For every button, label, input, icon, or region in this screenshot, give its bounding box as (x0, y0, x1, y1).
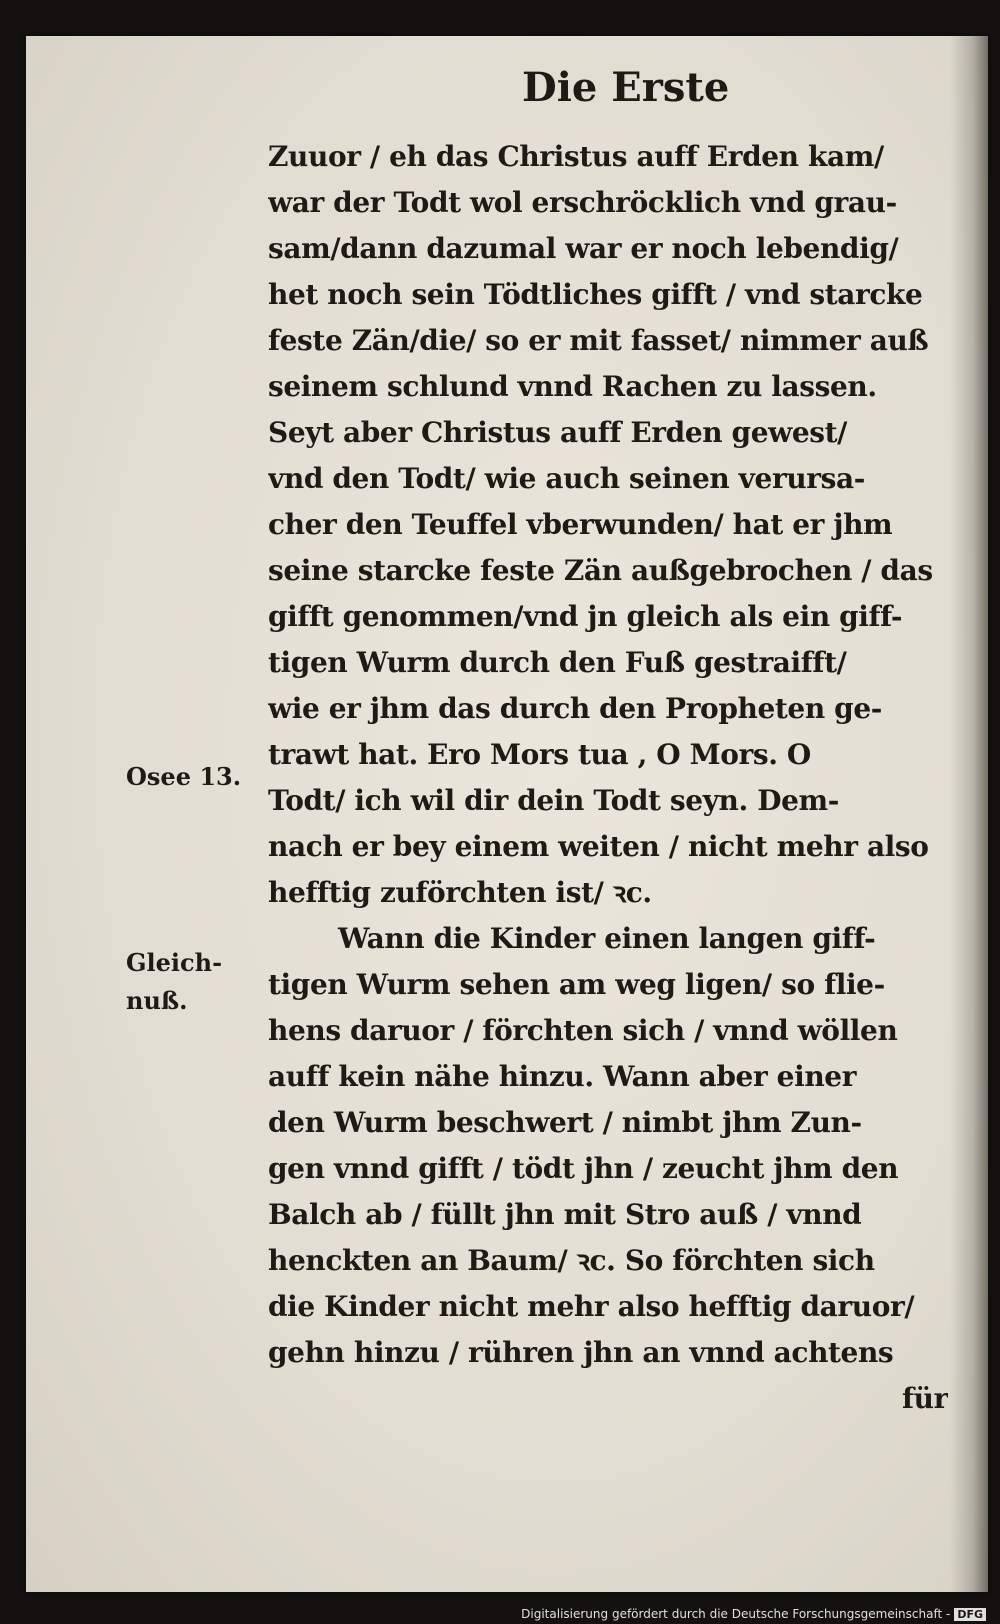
text-line: gifft genommen/vnd jn gleich als ein giff- (268, 600, 903, 633)
dfg-logo-icon: DFG (954, 1608, 986, 1621)
text-line: auff kein nähe hinzu. Wann aber einer (268, 1060, 857, 1093)
text-line: Seyt aber Christus auff Erden gewest/ (268, 416, 847, 449)
text-line: feste Zän/die/ so er mit fasset/ nimmer auß (268, 324, 929, 357)
text-line: war der Todt wol erschröcklich vnd grau- (268, 186, 897, 219)
margin-note-gleichnuss (126, 944, 222, 1020)
text-line: die Kinder nicht mehr also hefftig daruor/ (268, 1290, 915, 1323)
text-line: Zuuor / eh das Christus auff Erden kam/ (268, 140, 884, 173)
text-line: trawt hat. Ero Mors tua , O Mors. O (268, 738, 811, 771)
text-line: het noch sein Tödtliches gifft / vnd starcke (268, 278, 923, 311)
page-body-text (268, 134, 948, 1422)
text-line: hefftig zuförchten ist/ ꝛc. (268, 876, 652, 909)
text-line: seinem schlund vnnd Rachen zu lassen. (268, 370, 877, 403)
text-line: Balch ab / füllt jhn mit Stro auß / vnnd (268, 1198, 862, 1231)
text-line: Wann die Kinder einen langen giff- (338, 922, 876, 955)
margin-note-line: Gleich- (126, 948, 223, 977)
page-gutter-shadow (950, 36, 988, 1592)
running-header: Die Erste (522, 64, 730, 111)
text-line: hens daruor / förchten sich / vnnd wöllen (268, 1014, 898, 1047)
margin-note-line: nuß. (126, 986, 188, 1015)
digitization-footer (521, 1607, 986, 1621)
text-line: wie er jhm das durch den Propheten ge- (268, 692, 882, 725)
footer-text: Digitalisierung gefördert durch die Deutsche Forschungsgemeinschaft - (521, 1607, 951, 1621)
text-line: tigen Wurm durch den Fuß gestraifft/ (268, 646, 847, 679)
text-line: seine starcke feste Zän außgebrochen / das (268, 554, 933, 587)
text-line: tigen Wurm sehen am weg ligen/ so flie- (268, 968, 885, 1001)
text-line: nach er bey einem weiten / nicht mehr also (268, 830, 929, 863)
text-line: Todt/ ich wil dir dein Todt seyn. Dem- (268, 784, 839, 817)
text-line: henckten an Baum/ ꝛc. So förchten sich (268, 1244, 875, 1277)
text-line: sam/dann dazumal war er noch lebendig/ (268, 232, 899, 265)
text-line: gehn hinzu / rühren jhn an vnnd achtens (268, 1336, 894, 1369)
text-line: vnd den Todt/ wie auch seinen verursa- (268, 462, 865, 495)
text-line: cher den Teuffel vberwunden/ hat er jhm (268, 508, 893, 541)
text-line: gen vnnd gifft / tödt jhn / zeucht jhm den (268, 1152, 899, 1185)
margin-note-osee: Osee 13. (126, 762, 242, 791)
text-line: den Wurm beschwert / nimbt jhm Zun- (268, 1106, 862, 1139)
catchword: für (902, 1382, 948, 1415)
